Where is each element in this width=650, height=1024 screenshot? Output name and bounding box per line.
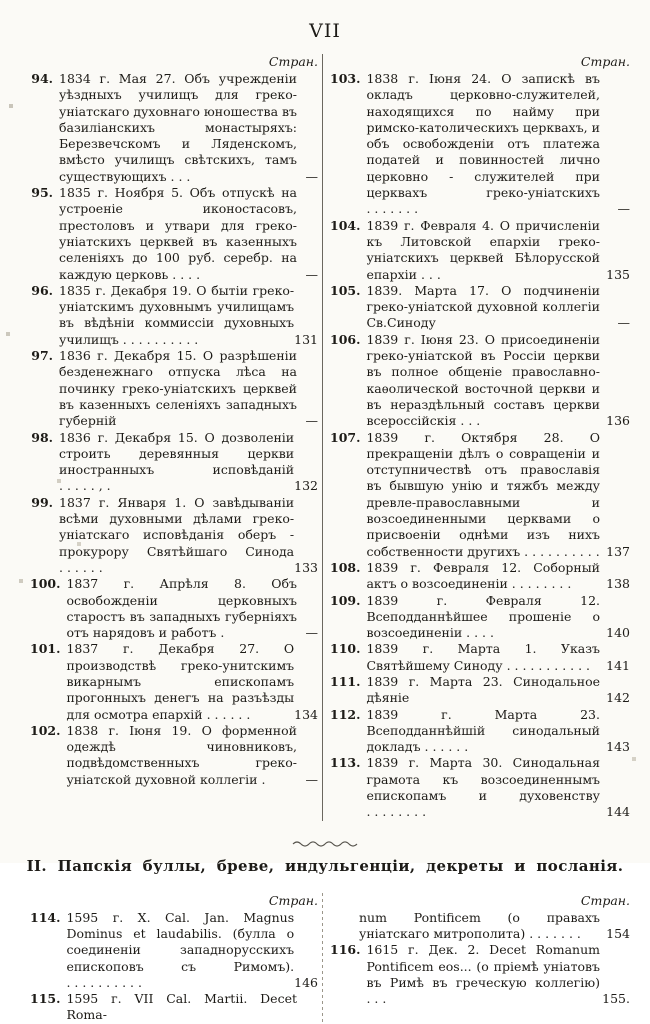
entry-number: 104. — [330, 217, 361, 233]
section-heading: II. Папскія буллы, бреве, индульгенціи, декреты и посланія. — [26, 856, 624, 875]
toc-entry — [330, 283, 630, 332]
entry-number: 96. — [31, 282, 53, 298]
entry-page: — — [305, 413, 318, 429]
entry-number: 115. — [30, 991, 61, 1007]
entry-text: 1839 г. Марта 23. Всеподданнѣйшій синодальный докладъ . . . . . . — [366, 706, 600, 755]
toc-entry — [330, 593, 630, 642]
entry-text: 1839 г. Октября 28. О прекращеніи дѣлъ о совращеніи и отступничествѣ отъ православія въ бывшую унію и тяжбъ между древле-православными и возсоединенными церквами о присвоеніи однѣми изъ нихъ собственности другихъ . . . . . . . . . . — [366, 429, 600, 559]
toc-entry — [330, 942, 630, 1007]
entry-text: 1595 г. VII Cal. Martii. Decet Roma- — [66, 991, 297, 1023]
toc-entry — [30, 723, 318, 788]
entry-text: 1595 г. X. Cal. Jan. Magnus Dominus et laudabilis. (булла о соединеніи западнорусскихъ епископовъ съ Римомъ). . . . . . . . . . . — [66, 909, 295, 990]
entry-number: 100. — [30, 576, 61, 592]
entry-text: 1834 г. Мая 27. Объ учрежденіи уѣздныхъ училищъ для греко-уніатскаго духовнаго юношества въ базиліанскихъ монастыряхъ: Березвечскомъ и Ляденскомъ, вмѣсто училищъ свѣтскихъ, тамъ существующихъ . . . — [59, 71, 297, 184]
entry-text: 1836 г. Декабря 15. О дозволеніи строить деревянныя церкви иностранныхъ исповѣданій . . . . . , . — [59, 429, 295, 494]
toc-entry — [30, 348, 318, 429]
entry-page: — — [617, 315, 630, 331]
section-break — [0, 833, 650, 843]
entry-text: 1835 г. Ноября 5. Объ отпускѣ на устроеніе иконостасовъ, престоловъ и утвари для греко-уніатскихъ церквей въ казенныхъ селеніяхъ до 100 руб. серебр. на каждую церковь . . . . — [59, 185, 297, 282]
toc-column-left — [30, 893, 318, 1024]
entry-text: num Pontificem (о правахъ уніатскаго митрополита) . . . . . . . — [359, 909, 600, 941]
entry-page: — — [305, 168, 318, 184]
pages-column-header: Стран. — [268, 54, 318, 69]
toc-entry — [30, 185, 318, 283]
entry-page: 155. — [602, 991, 630, 1007]
entry-page: 135 — [606, 266, 630, 282]
entry-page: 143 — [606, 739, 630, 755]
entry-page: 133 — [294, 559, 318, 575]
entry-number: 103. — [330, 71, 361, 86]
entry-number: 97. — [31, 348, 53, 364]
entry-number: 105. — [330, 282, 361, 298]
entry-text: 1839 г. Марта 23. Синодальное дѣяніе — [366, 673, 600, 706]
entry-text: 1838 г. Іюня 19. О форменной одеждѣ чиновниковъ, подвѣдомственныхъ греко-уніатской духовной коллегіи . — [66, 722, 297, 787]
toc-entry — [330, 755, 630, 820]
entry-page: 154 — [606, 925, 630, 941]
toc-entry — [30, 283, 318, 348]
toc-entry — [330, 71, 630, 218]
entry-page: 142 — [606, 690, 630, 706]
entry-text: 1837 г. Апрѣля 8. Объ освобожденіи церковныхъ старостъ въ западныхъ губерніяхъ отъ нарядовъ и работъ . — [66, 576, 297, 641]
entry-page: 132 — [294, 478, 318, 494]
entry-text: 1837 г. Декабря 27. О производствѣ греко-унитскимъ викарнымъ епископамъ прогонныхъ денегъ на разъѣзды для осмотра епархій . . . . . . — [66, 641, 295, 722]
entry-text: 1836 г. Декабря 15. О разрѣшеніи безденежнаго отпуска лѣса на починку греко-уніатскихъ церквей въ казенныхъ селеніяхъ западныхъ губерній — [59, 348, 297, 429]
entry-page: 146 — [294, 974, 318, 990]
entry-text: 1839. Марта 17. О подчиненіи греко-уніатской духовной коллегіи Св.Синоду — [366, 282, 600, 331]
entry-text: 1839 г. Февраля 12. Всеподданнѣйшее прошеніе о возсоединеніи . . . . — [366, 592, 600, 641]
entry-page: 137 — [606, 543, 630, 559]
entry-text: 1835 г. Декабря 19. О бытіи греко-уніатскимъ духовнымъ училищамъ въ вѣдѣніи коммиссіи духовныхъ училищъ . . . . . . . . . . — [59, 282, 295, 347]
toc-entry — [30, 576, 318, 641]
entry-number: 98. — [31, 429, 53, 445]
entry-page: — — [305, 266, 318, 282]
toc-column-right — [330, 54, 630, 821]
entry-number — [330, 910, 359, 943]
entry-page: 138 — [606, 576, 630, 592]
toc-entry — [30, 430, 318, 495]
entry-number: 113. — [330, 755, 361, 771]
toc-entry — [330, 707, 630, 756]
entry-number: 109. — [330, 592, 361, 608]
entry-page: 141 — [606, 657, 630, 673]
column-divider-rule — [322, 54, 323, 821]
entry-number: 95. — [31, 185, 53, 201]
entry-number: 110. — [330, 641, 361, 657]
squiggle-divider-icon — [292, 840, 358, 848]
entry-page: — — [305, 771, 318, 787]
entry-page: 131 — [294, 331, 318, 347]
toc-entry — [330, 430, 630, 560]
toc-entry — [30, 71, 318, 185]
entry-page: 136 — [606, 413, 630, 429]
entry-text: 1839 г. Февраля 12. Соборный актъ о возсоединеніи . . . . . . . . — [366, 559, 600, 592]
toc-column-left — [30, 54, 318, 821]
entry-number: 102. — [30, 722, 61, 738]
entry-text: 1615 г. Дек. 2. Decet Romanum Pontificem eos... (о пріемѣ уніатовъ въ Римѣ въ греческую коллегію) . . . — [366, 942, 600, 1007]
pages-column-header: Стран. — [580, 54, 630, 69]
entry-page: 140 — [606, 625, 630, 641]
entry-text: 1838 г. Іюня 24. О запискѣ въ окладъ церковно-служителей, находящихся по найму при римско-католическихъ церквахъ, и объ освобожденіи отъ платежа податей и повинностей лично церковно - служителей при церквахъ греко-уніатскихъ . . . . . . . — [366, 71, 600, 217]
entry-number: 94. — [31, 71, 53, 86]
toc-column-right — [330, 893, 630, 1024]
toc-entry — [330, 641, 630, 674]
entry-text: 1837 г. Января 1. О завѣдываніи всѣми духовными дѣлами греко-уніатскаго исповѣданія оберъ - прокурору Святѣйшаго Синода . . . . . . — [59, 494, 295, 575]
entry-number: 112. — [330, 706, 361, 722]
scan-specks — [0, 0, 2, 2]
toc-entry-continuation — [330, 910, 630, 943]
toc-entry — [30, 910, 318, 991]
pages-column-header: Стран. — [580, 892, 630, 908]
toc-entry — [30, 495, 318, 576]
entry-number: 111. — [330, 673, 361, 689]
entry-text: 1839 г. Марта 30. Синодальная грамота къ возсоединеннымъ епископамъ и духовенству . . . . . . . . — [366, 755, 600, 820]
toc-section-1 — [0, 54, 650, 821]
toc-section-2 — [0, 893, 650, 1024]
pages-column-header: Стран. — [268, 892, 318, 908]
entry-page: — — [617, 201, 630, 217]
toc-entry — [30, 641, 318, 722]
entry-number: 108. — [330, 559, 361, 575]
entry-text: 1839 г. Февраля 4. О причисленіи къ Литовской епархіи греко-уніатскихъ церквей Бѣлорусской епархіи . . . — [366, 217, 600, 282]
entry-number: 106. — [330, 331, 361, 347]
entry-text: 1839 г. Іюня 23. О присоединеніи греко-уніатской въ Россіи церкви въ полное общеніе православно-каѳолической восточной церкви и въ нераздѣльный составъ церкви всероссійскія . . . — [366, 331, 600, 429]
toc-entry — [330, 674, 630, 707]
toc-entry — [30, 991, 318, 1024]
toc-entry — [330, 560, 630, 593]
entry-text: 1839 г. Марта 1. Указъ Святѣйшему Синоду . . . . . . . . . . . — [366, 641, 600, 673]
entry-number: 99. — [31, 494, 53, 510]
entry-number: 107. — [330, 429, 361, 445]
entry-page: — — [305, 625, 318, 641]
entry-page: 144 — [606, 804, 630, 820]
entry-page: 134 — [294, 706, 318, 722]
toc-entry — [330, 332, 630, 430]
entry-number: 116. — [330, 942, 361, 958]
column-divider-rule — [322, 893, 323, 1024]
entry-number: 101. — [30, 641, 61, 657]
page-folio: VII — [309, 20, 341, 42]
entry-number: 114. — [30, 909, 61, 925]
toc-entry — [330, 218, 630, 283]
